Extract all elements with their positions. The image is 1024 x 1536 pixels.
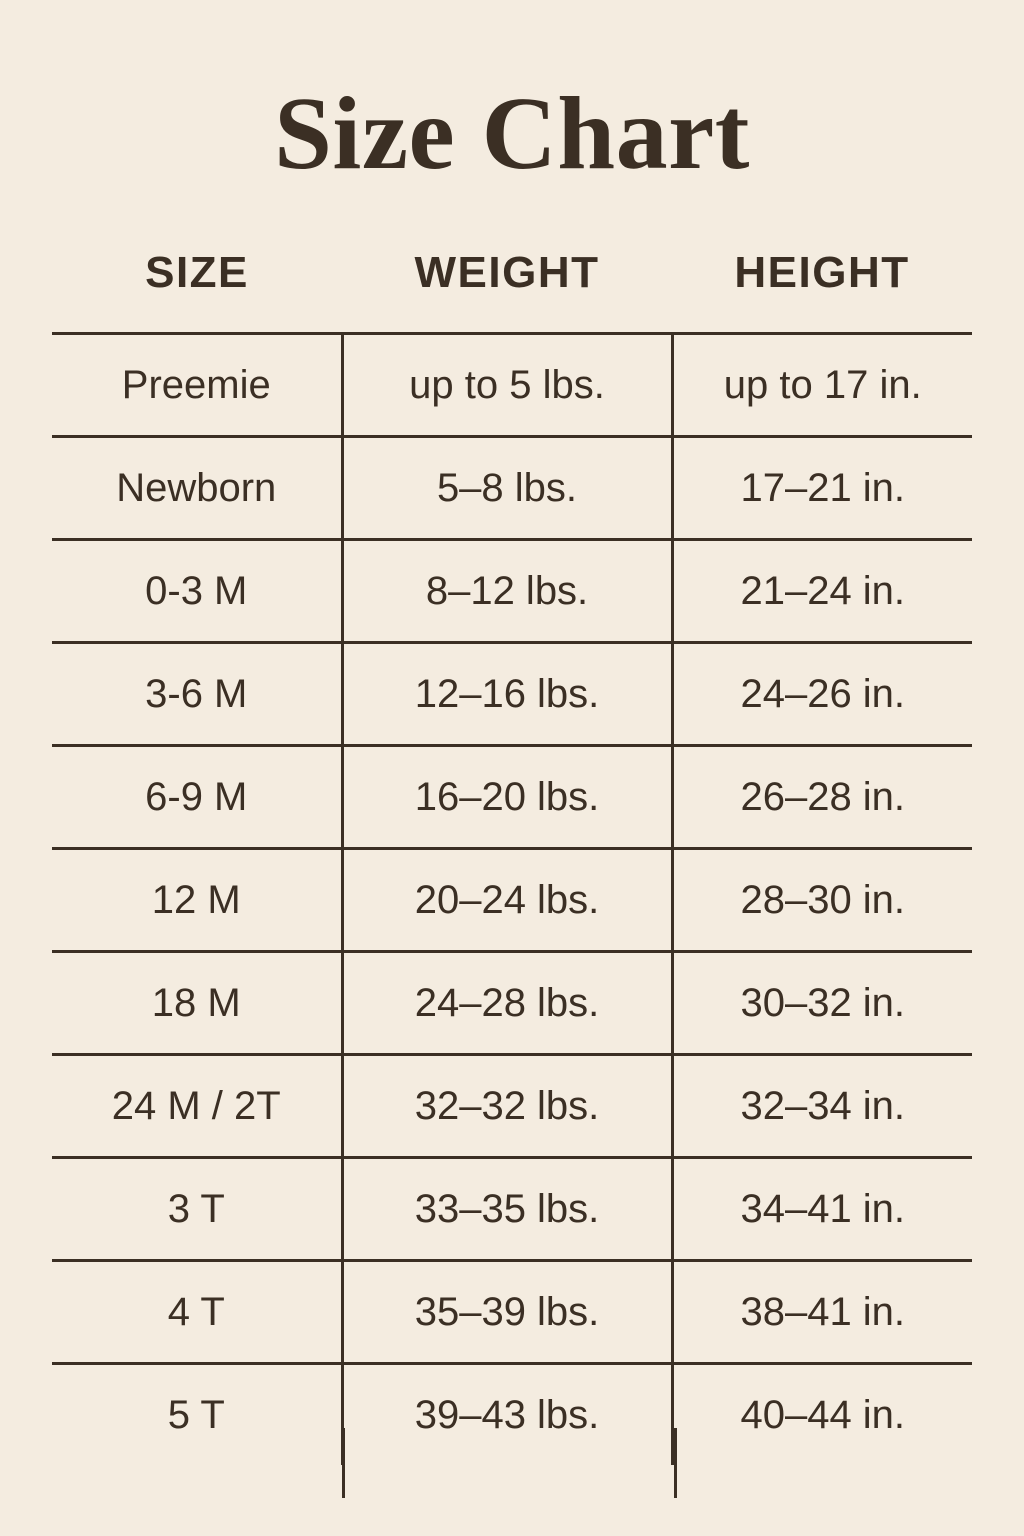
table-row xyxy=(52,540,972,643)
cell-height: 38–41 in. xyxy=(672,1261,972,1364)
cell-height: 34–41 in. xyxy=(672,1158,972,1261)
cell-weight: 35–39 lbs. xyxy=(342,1261,672,1364)
table-row xyxy=(52,1364,972,1466)
table-header-row xyxy=(52,248,972,334)
column-header-size: SIZE xyxy=(145,248,249,297)
cell-size: 0-3 M xyxy=(52,540,342,643)
cell-size: 24 M / 2T xyxy=(52,1055,342,1158)
column-header-weight: WEIGHT xyxy=(414,248,600,297)
table-row xyxy=(52,746,972,849)
table-body xyxy=(52,334,972,1466)
cell-size: 6-9 M xyxy=(52,746,342,849)
cell-height: 21–24 in. xyxy=(672,540,972,643)
table-row xyxy=(52,643,972,746)
cell-height: 24–26 in. xyxy=(672,643,972,746)
cell-height: 17–21 in. xyxy=(672,437,972,540)
cell-weight: 39–43 lbs. xyxy=(342,1364,672,1466)
cell-weight: 24–28 lbs. xyxy=(342,952,672,1055)
cell-weight: 32–32 lbs. xyxy=(342,1055,672,1158)
cell-weight: up to 5 lbs. xyxy=(342,334,672,437)
cell-height: up to 17 in. xyxy=(672,334,972,437)
cell-weight: 12–16 lbs. xyxy=(342,643,672,746)
cell-height: 40–44 in. xyxy=(740,1392,906,1437)
cell-height: 30–32 in. xyxy=(672,952,972,1055)
cell-size: 4 T xyxy=(52,1261,342,1364)
cell-size: Preemie xyxy=(52,334,342,437)
cell-height: 28–30 in. xyxy=(672,849,972,952)
cell-size: 3 T xyxy=(52,1158,342,1261)
cell-weight: 16–20 lbs. xyxy=(342,746,672,849)
cell-weight: 5–8 lbs. xyxy=(342,437,672,540)
table-row xyxy=(52,849,972,952)
table-row xyxy=(52,1055,972,1158)
cell-height: 26–28 in. xyxy=(672,746,972,849)
page-title: Size Chart xyxy=(274,76,750,191)
cell-weight: 33–35 lbs. xyxy=(342,1158,672,1261)
table-header xyxy=(52,248,972,334)
table-row xyxy=(52,952,972,1055)
cell-size: 12 M xyxy=(52,849,342,952)
cell-size: 3-6 M xyxy=(52,643,342,746)
cell-size: Newborn xyxy=(52,437,342,540)
table-row xyxy=(52,437,972,540)
column-divider-right xyxy=(674,1428,677,1498)
table-row xyxy=(52,1261,972,1364)
size-chart-table xyxy=(52,248,972,1465)
cell-size: 5 T xyxy=(52,1364,342,1466)
column-header-height: HEIGHT xyxy=(734,248,910,297)
table-row xyxy=(52,1158,972,1261)
table-row xyxy=(52,334,972,437)
cell-height: 32–34 in. xyxy=(672,1055,972,1158)
cell-size: 18 M xyxy=(52,952,342,1055)
cell-weight: 20–24 lbs. xyxy=(342,849,672,952)
column-divider-left xyxy=(342,1428,345,1498)
cell-weight: 8–12 lbs. xyxy=(342,540,672,643)
